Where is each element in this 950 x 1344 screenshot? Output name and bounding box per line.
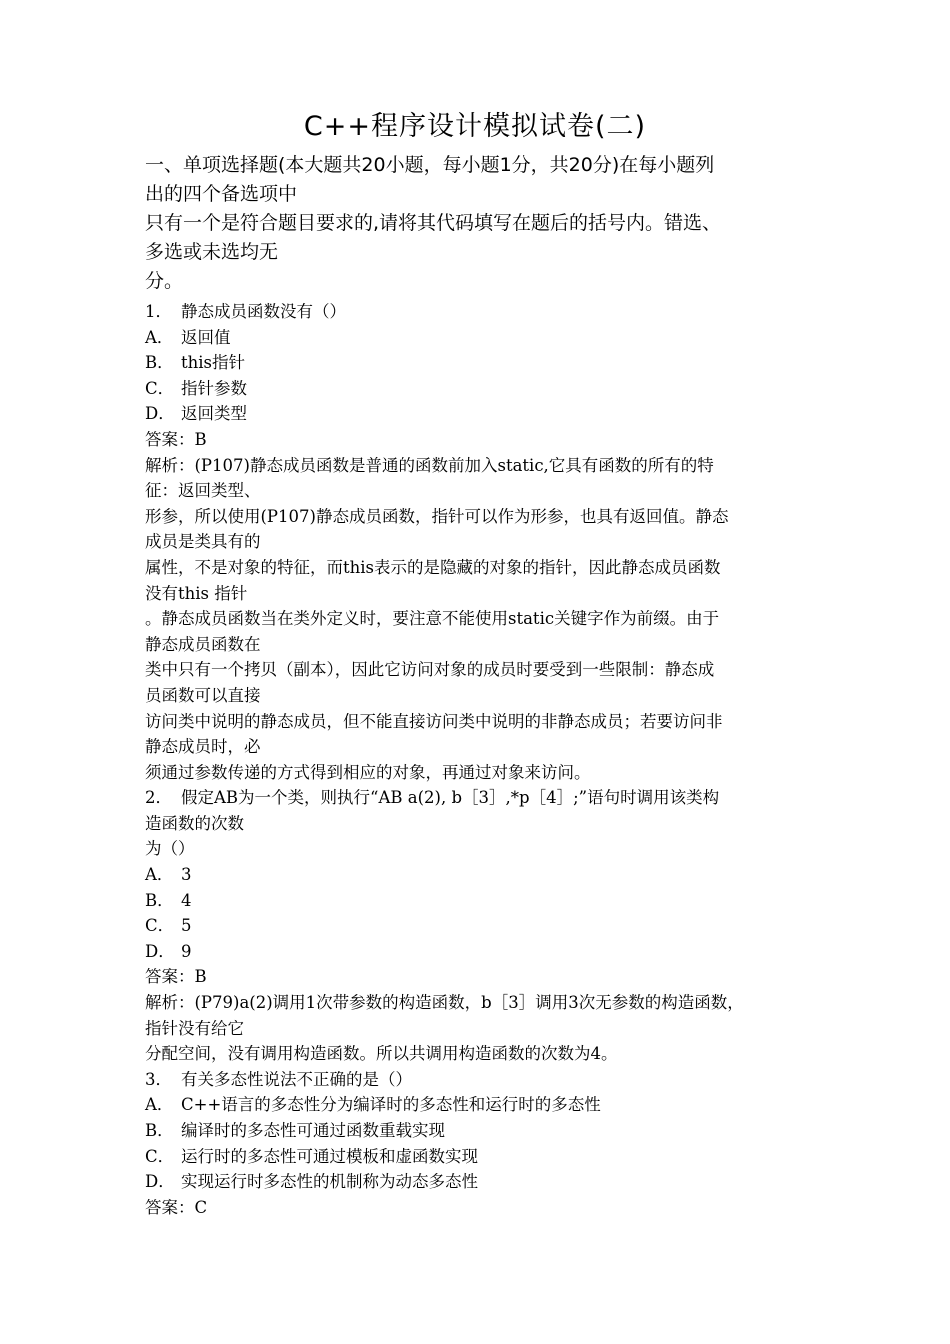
text-line — [145, 1041, 825, 1067]
text-line — [145, 990, 825, 1016]
item-marker: B． — [145, 1121, 174, 1140]
text-line — [145, 453, 825, 479]
text-line — [145, 734, 825, 760]
text-line — [145, 657, 825, 683]
text-line — [145, 683, 825, 709]
question-line — [145, 325, 825, 351]
item-marker: 1． — [145, 302, 172, 321]
line-text: 。静态成员函数当在类外定义时，要注意不能使用static关键字作为前缀。由于 — [145, 609, 720, 629]
item-marker: C． — [145, 378, 175, 398]
line-text: 分配空间，没有调用构造函数。所以共调用构造函数的次数为4。 — [145, 1044, 618, 1064]
item-marker: 3． — [145, 1069, 172, 1089]
line-text: 返回值 — [181, 327, 231, 347]
line-text: 答案：C — [145, 1197, 208, 1217]
line-text: 有关多态性说法不正确的是（） — [181, 1069, 412, 1089]
line-text: 实现运行时多态性的机制称为动态多态性 — [181, 1172, 478, 1192]
section-heading-line: 一、单项选择题(本大题共20小题，每小题1分，共20分)在每小题列 — [145, 154, 715, 176]
line-text: 静态成员函数在 — [145, 634, 261, 654]
section-heading — [145, 151, 825, 296]
line-text: 须通过参数传递的方式得到相应的对象，再通过对象来访问。 — [145, 762, 591, 782]
line-text: 静态成员函数没有（） — [181, 302, 346, 321]
item-marker: B． — [145, 353, 174, 373]
text-line — [145, 709, 825, 735]
section-heading-line: 分。 — [145, 270, 184, 292]
line-text: 5 — [181, 916, 192, 936]
text-line — [145, 1195, 825, 1221]
item-marker: C． — [145, 1146, 175, 1166]
item-marker: A． — [145, 865, 174, 885]
question-line — [145, 1144, 825, 1170]
text-line — [145, 529, 825, 555]
question-line — [145, 939, 825, 965]
line-text: 员函数可以直接 — [145, 685, 261, 705]
question-line — [145, 888, 825, 914]
line-text: 类中只有一个拷贝（副本），因此它访问对象的成员时要受到一些限制：静态成 — [145, 660, 715, 680]
section-heading-line: 只有一个是符合题目要求的,请将其代码填写在题后的括号内。错选、 — [145, 212, 722, 234]
line-text: 形参，所以使用(P107)静态成员函数，指针可以作为形参，也具有返回值。静态 — [145, 506, 729, 526]
section-heading-line: 出的四个备选项中 — [145, 183, 298, 205]
question-line — [145, 376, 825, 402]
text-line — [145, 811, 825, 837]
line-text: 为（） — [145, 839, 195, 859]
line-text: 解析：(P107)静态成员函数是普通的函数前加入static,它具有函数的所有的特 — [145, 455, 714, 475]
text-line — [145, 964, 825, 990]
text-line — [145, 632, 825, 658]
line-text: 4 — [181, 890, 192, 910]
line-text: 运行时的多态性可通过模板和虚函数实现 — [181, 1146, 478, 1166]
item-marker: 2． — [145, 788, 172, 808]
line-text: 征：返回类型、 — [145, 481, 261, 501]
line-text: this指针 — [181, 353, 246, 373]
question-line — [145, 1118, 825, 1144]
question-line — [145, 299, 825, 325]
line-text: 编译时的多态性可通过函数重载实现 — [181, 1121, 445, 1140]
line-text: 静态成员时，必 — [145, 737, 261, 757]
line-text: 解析：(P79)a(2)调用1次带参数的构造函数，b［3］调用3次无参数的构造函数， — [145, 993, 744, 1013]
page-title: C++程序设计模拟试卷(二) — [303, 111, 647, 142]
line-text: 没有this 指针 — [145, 583, 248, 603]
item-marker: D． — [145, 1172, 175, 1192]
text-line — [145, 555, 825, 581]
question-line — [145, 350, 825, 376]
item-marker: A． — [145, 1095, 174, 1115]
question-line — [145, 1067, 825, 1093]
line-text: C++语言的多态性分为编译时的多态性和运行时的多态性 — [181, 1095, 601, 1115]
text-line — [145, 478, 825, 504]
line-text: 成员是类具有的 — [145, 532, 261, 552]
item-marker: D． — [145, 404, 175, 424]
line-text: 造函数的次数 — [145, 813, 244, 833]
question-line — [145, 1169, 825, 1195]
item-marker: C． — [145, 916, 175, 936]
item-marker: D． — [145, 941, 175, 961]
text-line — [145, 606, 825, 632]
line-text: 答案：B — [145, 967, 207, 987]
question-line — [145, 785, 825, 811]
question-line — [145, 862, 825, 888]
line-text: 指针没有给它 — [145, 1018, 244, 1038]
question-body — [145, 299, 825, 1220]
text-line — [145, 504, 825, 530]
line-text: 属性，不是对象的特征，而this表示的是隐藏的对象的指针，因此静态成员函数 — [145, 557, 721, 577]
text-line — [145, 760, 825, 786]
question-line — [145, 401, 825, 427]
line-text: 指针参数 — [181, 378, 247, 398]
text-line — [145, 581, 825, 607]
line-text: 9 — [181, 941, 192, 961]
question-line — [145, 913, 825, 939]
item-marker: B． — [145, 890, 174, 910]
section-heading-line: 多选或未选均无 — [145, 241, 279, 263]
item-marker: A． — [145, 327, 174, 347]
text-line — [145, 427, 825, 453]
line-text: 3 — [181, 865, 192, 885]
text-line — [145, 1016, 825, 1042]
line-text: 答案：B — [145, 429, 207, 449]
line-text: 假定AB为一个类，则执行“AB a(2), b［3］,*p［4］;”语句时调用该类构 — [181, 788, 720, 808]
line-text: 返回类型 — [181, 404, 247, 424]
question-line — [145, 1092, 825, 1118]
line-text: 访问类中说明的静态成员，但不能直接访问类中说明的非静态成员；若要访问非 — [145, 711, 723, 731]
text-line — [145, 836, 825, 862]
